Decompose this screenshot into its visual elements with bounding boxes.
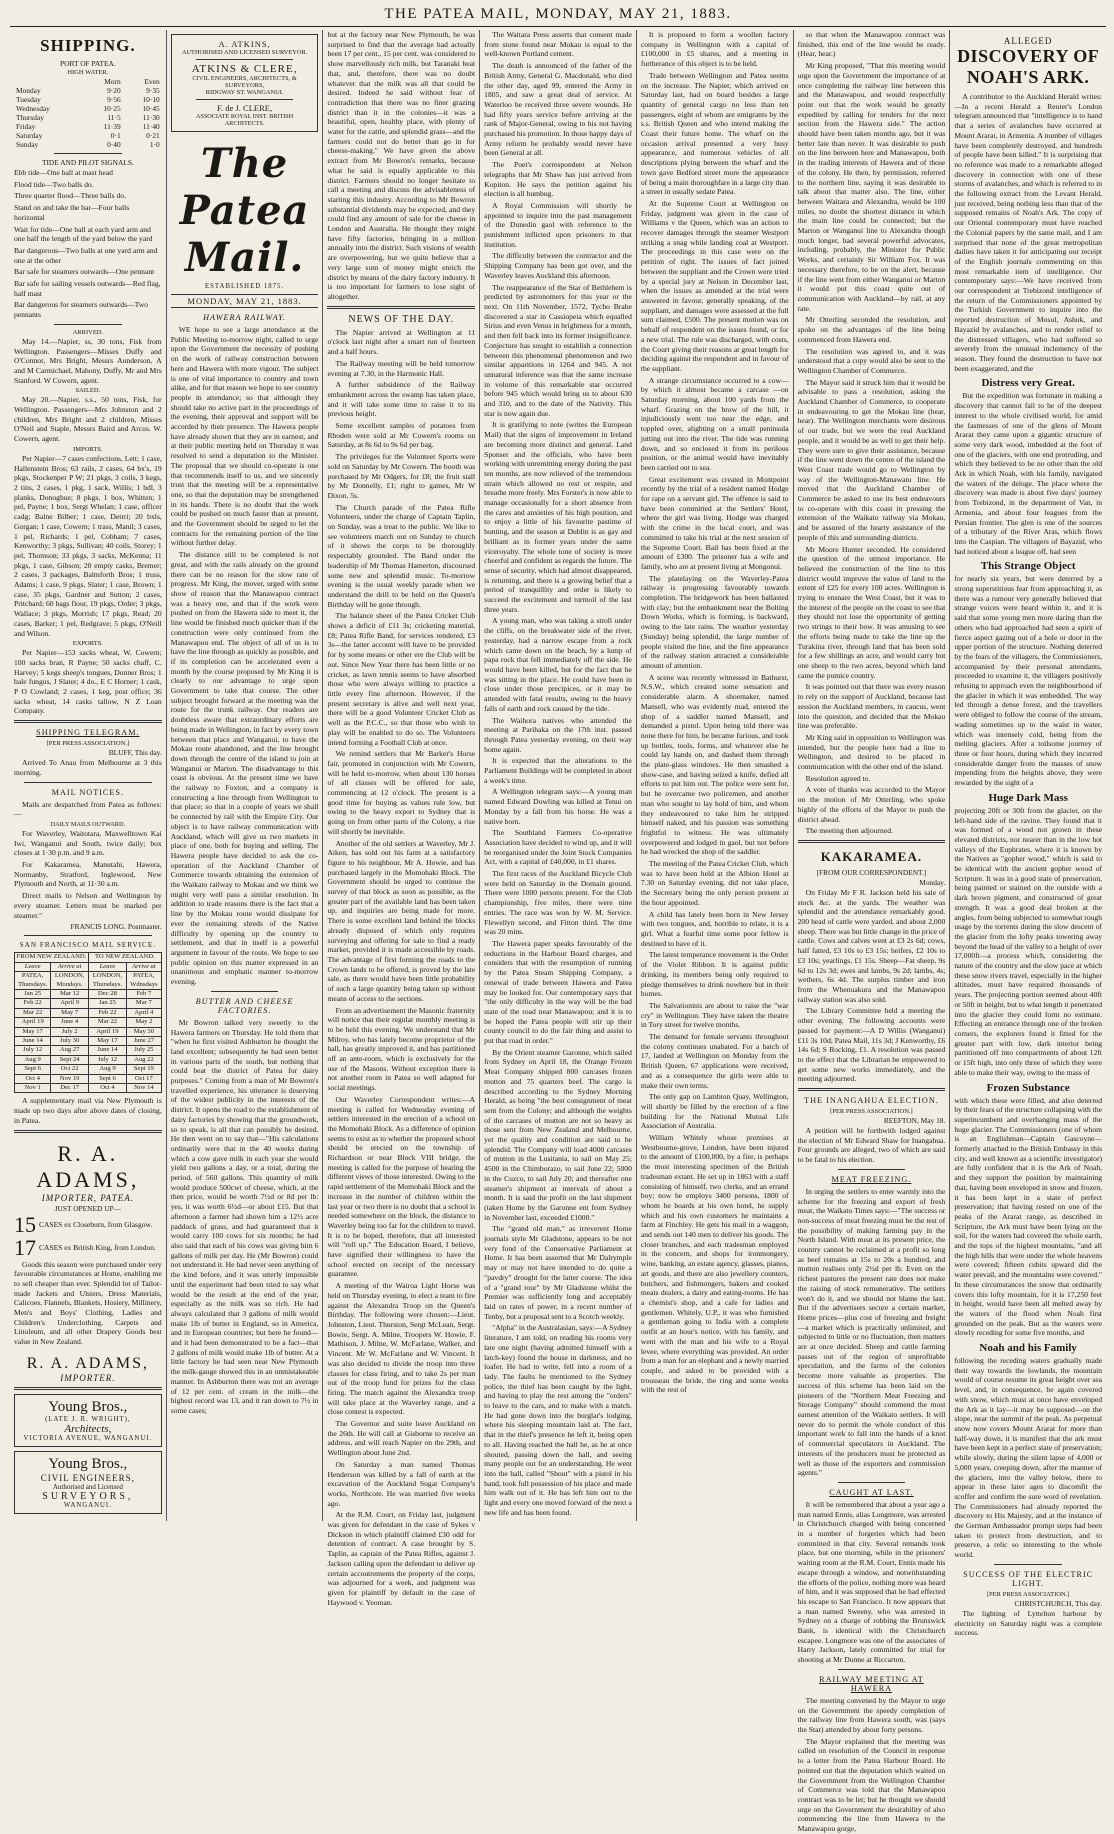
article-paragraph: A child has lately been born in New Jersey with two tongues, and, horrible to relate, it is a girl. What a fearful time some poor fellow is destined to have of it. — [640, 909, 789, 948]
signal-item: Bar dangerous for steamers outwards—Two pennants — [14, 300, 149, 320]
tide-row: Friday 11·39 11·40 — [16, 122, 160, 131]
imports-text: Per Napier—7 cases confections, Lett; 1 case, Hallenstein Bros; 63 rails, 2 cases, 64 bx's, 19 pkgs, Stockenper P W; 21 pkgs, 3 coils, 3 kegs, 2 tins, 2 cases, 1 pkg, 1 sack, Willis; 1 bdl, 3 planks, Donoghue; 8 pkgs, 1 box, Whitten; 1 pel, Payne; 1 box, Sergt Whelan; 1 case, officer cadg; Balne Bilber; 1 case, Detrri; 20 bxls, Gorgan; 1 case, Cowern; 1 trass, Manil; 3 cases, 1 pel, Richards; 1 pel, Cobham; 7 cases, Kenworthy; 3 pkgs, Sullivan; 40 coils, Storey; 1 pel, Thomson; 33 pkgs, 3 sacks, McKenna; 11 pkgs, 1 case, Gibson; 20 empty casks, Bremer; 2 cases, 3 packages, Balmforth Bros; 1 truss, Adams; 1 case, 9 pkgs, Slater; 1 case, Brown; 1 case, 35 pkgs, Gardner and Sutton; 2 cases, Pritchard; 60 bags flour, 19 pkgs, Order; 3 pkgs, Wallace; 3 pkgs, Morrish; 17 pkgs, Read; 20 cases, Barker; 1 pel, Redgrave; 5 pkgs, O'Neill and Wilson. — [14, 453, 162, 638]
column-3 — [322, 30, 479, 1607]
caught-at-last-text: It will be remembered that about a year ago a man named Ennis, alias Longmore, was arrested in Christchurch charged with being concerned in a number of forgeries which had been committed in that city. Several remands took place, but one morning, while in the prisoners' waiting room at the R.M. Court, Ennis made his escape through a window, and notwithstanding the efforts of the police, nothing more was heard of him, and it was supposed that he had effected his escape to San Francisco. It now appears that a man named Sweeny, who was arrested in Sydney on a charge of robbing the Brunswick Bank, is identical with the Christchurch escapee. Longmore was one of the associates of Harry Jackson, lately committed for trial for shooting at Mr Dunne at Riccarton. — [797, 1499, 946, 1665]
article-paragraph: The Church parade of the Patea Rifle Volunteers, under the charge of Captain Taplin, on Sunday, was a treat to the public. We like to see volunteers march out on Sunday to church of it shows the corps to be thoroughly respectably grounded. The Band under the leadership of Mr Thomas Hamerton, discoursed some new and splendid music. To-morrow evening is the usual weekly parade when we understand the drill to be held on the Queen's Birthday will be gone through. — [327, 502, 476, 609]
sf-mail-row: May 17 July 2 April 19 May 30 — [15, 1027, 162, 1036]
tide-row: Thursday 11·5 11·30 — [16, 113, 160, 122]
divider — [798, 840, 946, 843]
column-6 — [793, 30, 950, 1834]
article-paragraph: The Governor and suite leave Auckland on the 26th. He will call at Gisborne to receive an address, and will reach Napier on the 29th, and Wellington about June 2nd. — [327, 1419, 476, 1458]
signal-list — [14, 168, 162, 320]
article-paragraph: A scene was recently witnessed in Bathurst, N.S.W., which created some sensation and considerable alarm. A shoemaker, named Mansell, who was evidently mad, entered the shop of a saddler named Mansell, and demanded a pistol. Upon being told there was none there for him, he became furious, and took up bottles, tools, forms, and whatever else he could lay hands on, and dashed them through the plate-glass windows. He then smashed a show-case, and having seized a knife, defied all efforts to put him out. The police were sent for, but he overcame two policemen, and another man who sought to lay hold of him, and whom they endeavoured to take him he stripped himself naked, and his passion was something frightful to witness. He was ultimately overpowered and lodged in gaol, but not before he had wrecked the shop of the saddler. — [640, 672, 789, 857]
article-paragraph: The distance still to be completed is not great, and with the rails already on the ground there can be no reason for the slow rate of progress. Mr King, the mover, urged with some show of reason that the Manawapou contract was a heavy one, and that if the work were pushed on from the Hawera side to meet it, the line would be finished much quicker than if the construction were only continued from the Manawapou end. The object of all of us is to have the line through as quickly as possible, and if its completion can be accelerated even a month by the course proposed by Mr King it is clearly to our advantage to urge upon Government to take that course. The other subject brought forward at the meeting was the route for the trunk railway. Our readers are doubtless aware that extraordinary efforts are being made in Wellington, in fact by every town between that place and Wanganui, to have the Mokau route abandoned, and the line brought down through the centre of the island to join at Wanganui or Marton. The disadvantage to this coast is obvious. At the present time we have the railway to Foxton, and a company is constructing a line through from Wellington to that place; so that in a couple of years we shall be connected by rail with the Empire City. Our object is to have railway communication with Auckland, which will give us two markets in place of one, both for buying and selling. The Hawera people have decided to ask the co-operation of the Auckland Chamber of Commerce towards obtaining the extension of the Waikato railway to Mokau and we think we might very well pass a similar resolution. In addition to trade reasons there is the fact that a line by the Mokau route would dissipate for ever the remaining shreds of the Native difficulty by opening up the country to settlement, and that in itself is a powerful argument in favour of the route. We hope to see public opinion on this matter expressed in an unanimous and emphatic manner to-morrow evening. — [170, 550, 319, 987]
mail-text: Mails are despatched from Patea as follows:— — [14, 799, 162, 819]
signal-item: Wait for tide—One ball at each yard arm and one half the length of the yard below the yard — [14, 224, 153, 244]
article-paragraph: The resolution was agreed to, and it was understood that a copy would also be sent to the Wellington Chamber of Commerce. — [797, 346, 946, 375]
article-paragraph: Mr Otterling seconded the resolution, and spoke on the advantages of the line being commenced from Hawera end. — [797, 315, 946, 344]
divider — [798, 1088, 946, 1091]
signal-item: Bar dangerous—Two balls at one yard arm and one at the other — [14, 245, 158, 265]
article-paragraph: Resolution agreed to. — [805, 773, 871, 783]
article-paragraph: The only gap on Lambton Quay, Wellington, will shortly be filled by the erection of a fine building for the National Mutual Life Association of Australia. — [640, 1092, 789, 1131]
article-paragraph: The "grand old man," as irreverent Home journals style Mr Gladstone, appears to be not very fond of the Conservative Parliament at Home. It has been asserted that Mr Dalrymple may or may not have intended to do quite a "pavdry" drought for the latter course. The idea of a "grand tour" by Mr Gladstone whilst the Premier was sufficiently long and acceptably laid on rates of power, in a recent number of Tenby, but a proposal sent to a Scotch weekly. — [484, 1224, 632, 1321]
article-paragraph: following the receding waters gradually made their way towards the lowlands, the mountain would of course resume its great height over sea level, and, in consequence, be again covered with snow, which must at once have enveloped the Ark as it lay—it may be supposed—on the slope, near the summit of the peak. As perpetual snow now covers Mount Ararat for more than half-way down, it is manifest that the ark must have been kept in a perfect state of preservation; while slowly, during the silent lapse of 4,000 or 5,000 years, creeping down, after the manner of the glaciers, into the valley below, there to appear in these later ages to discomfit the scoffer and confirm the sure word of revelation. The Commissioners had already reported the discovery to His Majesty, and at the instance of the German Ambassador prompt steps had been taken to protect from destruction, and to preserve, a relic so interesting to the whole world. — [954, 1356, 1103, 1560]
divider — [838, 1169, 906, 1170]
inangahua-text: A petition will be forthwith lodged against the election of Mr Edward Shaw for Inangahua. Four grounds are alleged, two of which are said to be fatal to his election. — [797, 1126, 946, 1165]
noahs-ark-heading: DISCOVERY OF NOAH'S ARK. — [957, 46, 1100, 87]
adams-importer: IMPORTER, PATEA. — [41, 1192, 134, 1203]
tide-row: Sunday 0·40 1·0 — [16, 140, 160, 149]
subheading: Huge Dark Mass — [988, 791, 1068, 804]
butter-cheese-article — [171, 1018, 319, 1416]
article-paragraph: The Library Committee held a meeting the other evening. The following accounts were passed for payment:—A D Willis (Wanganui) £11 3s 10d; Patea Mail, 11s 3d; J Kenworthy, £6 14s 6d; S Rocking, £1. A resolution was passed to the effect that the Librarian be empowered to get some new works immediately, and the meeting adjourned. — [797, 1006, 946, 1084]
sailed-text: May 20.—Napier, s.s., 50 tons, Fisk, for Wellington. Passengers—Mrs Johnston and 2 children, Mrs Bright and 2 children, Misses O'Neil and Staple, Messrs Baird and Arcus. W. Cowern, agent. — [14, 395, 162, 444]
railway-meeting-continued — [798, 30, 946, 836]
article-paragraph: The difficulty between the contractor and the Shipping Company has been got over, and the Waverley leaves Auckland this afternoon. — [484, 251, 632, 280]
sf-mail-row: Aug 9 Sept 24 July 12 Aug 22 — [15, 1055, 162, 1064]
news-items-continued — [641, 30, 789, 1395]
tide-row: Saturday 0·1 0·21 — [16, 131, 160, 140]
article-paragraph: A meeting of the Wairoa Light Horse was held on Thursday evening, to elect a team to fire against the Alexandra Troop on the Queen's Birthday. The following were chosen:—Lieut. Johnston, Lieut. Thurston, Sergt McLean, Sergt. Bowie, Sergt. A. Milne, Troopers W. Howie, F. Mathison, J. Milne, W. McFarlane, Walker, and Vincent. Mr W. McFarlane and W. Vincent. It was also decided to divide the troop into three classes for class firing, and to take 2s per man out of the troop fund for prizes for the class firing. The match against the Alexandra troop will take place at the Waverley range, and a close contest is expected. — [327, 1281, 476, 1417]
established: ESTABLISHED 1875. — [205, 283, 285, 290]
article-paragraph: But the expedition was fortunate in making a discovery that cannot fail to be of the deepest interest to the whole civilised world, for amid the fastnesses of one of the glens of Mount Ararat they came upon a gigantic structure of some very dark wood, imbedded at the foot of one of the glaciers, with one end protruding, and which they believed to be no other than the old Ark in which Noah, with his family, navigated the waters of the deluge. The place where the discovery was made is about five days' journey from Trebizond, in the department of Van, in Armenia, and about four leagues from the Persian frontier. The glen is one of the sources of a tributary of the River Aras, which flows into the Caspian. The villagers of Bayazid, who had noticed about a league off, had seen — [954, 391, 1103, 556]
signal-item: Stand on and take the bar—Four balls horizontal — [14, 203, 130, 222]
article-paragraph: On Saturday a man named Thomas Henderson was killed by a fall of earth at the excavation of the Auckland Sugar Company's works, Northcote. He was married five weeks ago. — [327, 1459, 476, 1508]
adams-importer-2: IMPORTER. — [60, 1372, 116, 1383]
article-paragraph: A Royal Commission will shortly be appointed to inquire into the past management of the Dunedin gaol with reference to the punishment inflicted upon prisoners in that institution. — [484, 200, 632, 249]
arrived-heading: ARRIVED. — [72, 328, 104, 336]
divider — [14, 1387, 162, 1390]
divider — [54, 324, 122, 325]
article-paragraph: The Waihora natives who attended the meeting at Parihaka on the 17th inst. passed through Patea yesterday evening, on their way home again. — [484, 715, 632, 754]
bluff-text: Arrived To Anau from Melbourne at 3 this morning. — [14, 758, 162, 777]
sf-mail-row: Mar 22 May 7 Feb 22 April 4 — [15, 1008, 162, 1017]
inangahua-source: [PER PRESS ASSOCIATION.] — [830, 1108, 913, 1116]
mail-notices-heading: MAIL NOTICES. — [51, 787, 124, 797]
article-paragraph: A further subsidence of the Railway embankment across the swamp has taken place, and it will take some time to raise it to its previous height. — [327, 380, 476, 419]
adams-name-2: R. A. ADAMS, — [26, 1354, 149, 1372]
bluff-dateline: BLUFF, This day. — [108, 748, 162, 758]
news-items — [484, 30, 632, 1517]
article-paragraph: The death is announced of the father of the British Army, General G. Macdonald, who died the other day, aged 99, entered the Army in 1805, and saw a great deal of service. At Waterloo he received three severe wounds. He had fifty years service before arriving at the rank of Major-General, owing to his not having purchased his promotion. In those happy days of Army reform he probably would never have been General at all. — [484, 61, 632, 158]
divider — [994, 1564, 1062, 1565]
subheading: Noah and his Family — [979, 1342, 1077, 1355]
article-paragraph: so that when the Manawapou contract was finished, this end of the line would be ready. (Hear, hear.) — [797, 30, 946, 59]
signal-item: Bar safe for steamers outwards—One pennant — [14, 267, 155, 277]
article-paragraph: From an advertisement the Masonic fraternity will notice that their regular monthly meeting is to be held this evening. We understand that Mr Milroy, who has lately become proprietor of the hall, has greatly improved it, and has partitioned off an ante-room, which is exclusively for the use of the Masons. Without exception there is not another room in Patea so well adapted for social meetings. — [327, 1005, 476, 1093]
sf-mail-table: FROM NEW ZEALAND. TO NEW ZEALAND. Leave Arrive at Leave Arrive at PATEA, Thursdays. LONDON, Mondays. LONDON, Thursdays. PATEA, Wdnsdays Jan 25 Mar 12 Dec 28 Feb 7 Feb 22 April 9 Jan 25 Mar 7 Mar 22 May 7 Feb 22 April 4 April 19 June 4 Mar 22 May 2 May 17 July 2 April 19 May 30 June 14 July 30 May 17 June 27 July 12 Aug 27 June 14 July 25 Aug 9 Sept 24 July 12 Aug 22 Sept 6 Oct 22 Aug 9 Sept 19 Oct 4 Nov 19 Sept 6 Oct 17 Nov 1 Dec 17 Oct 4 Nov 14 — [14, 952, 162, 1093]
article-paragraph: The balance sheet of the Patea Cricket Club shows a deficit of £11 3s; cricketing material, £8; Patea Rifle Band, for services rendered, £3 3s—the latter account will have to be provided for by some means or other ere the Club will be out. Since New Year there has been little or no cricket, as lawn tennis seems to have absorbed those who were always willing to practice a little every fine afternoon. However, if the present secretary is alive and well next year, there will be a good Volunteer Cricket Club as well as the P.C.C., so that those who wish to play will be enabled to do so. The Volunteers intend forming a Football Club at once. — [327, 611, 476, 747]
article-paragraph: It was pointed out that there was every reason to rely on the support of Auckland, because last session the Auckland members, in caucus, went into the question, and decided that the Mokau line was preferable. — [797, 682, 946, 731]
mail-text: For Kakaramea, Manutahi, Hawera, Normanby, Stratford, Inglewood, New Plymouth and North, at 11·30 a.m. — [14, 860, 162, 889]
article-paragraph: "Alpha" in the Australasian, says:—A Sydney literature, I am told, on reading his rooms very late one night (having admitted himself with a latch-key) found the house in darkness, and no loafer. He had to write, fell into a room of a lady. The faults he mentioned to the Sydney police, the thief has been caught by the light, and having to play the rest among the "orders" to leave to the cars, and to make with a match. He had gone down into the burglar's lodging, where his sleeping mountain laid at. The fact, that in the thief's presence he left it, being open to all. Having reached the hall he, as he at once shouted, passing down the hall, and seeing many people out for an understanding. He went into the hall, called "Shout" with a pistol in his hand, took full possession of his place and made him walk out of it. He has left him out to the light and every one moved forward of the next a new life and has been found. — [484, 1323, 632, 1517]
article-paragraph: It is expected that the alterations to the Parliament Buildings will be completed in about a week's time. — [484, 756, 632, 785]
article-paragraph: The Poet's correspondent at Nelson telegraphs that Mr Shaw has just arrived from Kopiton. He says the petition against his election is all humbug. — [484, 160, 632, 199]
article-paragraph: The demand for female servants throughout the colony continues unabated. For a batch of 17, landed at Wellington on Monday from the British Queen, 67 applications were received, and as a consequence the girls were able to make their own terms. — [640, 1032, 789, 1090]
inangahua-dateline: REEFTON, May 18. — [883, 1116, 946, 1126]
port-heading: PORT OF PATEA. — [60, 59, 116, 68]
arrived-text: May 14.—Napier, ss, 30 tons, Fisk from Wellington. Passengers—Misses Duffy and O'Connor, Mrs Bright, Messrs Aunderson, A and M Carmichael, Mahony, Duffy, Mr and Mrs Stanford. W Cowern, agent. — [14, 336, 162, 385]
divider — [211, 991, 279, 992]
article-paragraph: Another of the old settlers at Waverley, Mr J. Aiken, has sold out his farm at a satisfactory figure to his neighbour, Mr A. Howie, and has purchased largely in the Momohaki Block. The Government should be urged to continue the survey of that block as soon as possible, as the greater part of the available land has been taken up, and inquiries are being made for more. There is some excellent land behind the blocks already disposed of which only requires surveying and offering for sale to find a ready market, provided it is made accessible by roads. The advantage of first forming the roads to the Crown lands to be offered, is proved by the late sale, as there would have been little probability of such a large quantity being taken up without means of access to the sections. — [327, 838, 476, 1003]
high-water-heading: HIGH WATER. — [67, 69, 109, 76]
sf-note: A supplementary mail via New Plymouth is made up two days after above dates of closing, in Patea. — [14, 1096, 162, 1125]
article-paragraph: projecting 20ft or 30ft from the glacier, on the left-hand side of the ravine. They found that it was formed of a wood not grown in these elevated districts, nor nearer than in the low hot valleys of the Euphrates, where it is known by the Natives as "gopher wood," which is said to be identical with the ancient gopher wood of Scripture. It was in a good state of preservation, being painted or stained on the outside with a dark brown pigment, and constructed of great strength. It was a good deal broken at the angles, from being subjected to somewhat rough usage by the torrents during the slow descent of the glacier from the lofty peaks towering away beyond the head of the valley to a height of over 17,000ft—a process which, considering the nature of the country and the slow pace at which these snow rivers travel, especially in the higher altitudes, must have required thousands of years. The projecting portion seemed about 40ft or 50ft in height, but to what length it penetrated into the glacier they could form no estimate. Effecting an entrance through one of the broken corners, the explorers found it fitted for the greater part with low, dark interior being partitioned off into compartments of about 12ft or 15ft high, into only three of which they were able to make their way, owing to the mass of — [954, 805, 1103, 1077]
article-paragraph: Great excitement was created in Montpoint recently by the trial of a resident named Hodge for rape on a servant girl. The offence is said to have been committed at the Settlers' Hotel, where the girl was living. Hodge was charged with the crime in the local court, and was committed to take his trial at the next session of the Supreme Court. Bail has been fixed at the amount of £300. The prisoner has a wife and family, who are at present living at Mongonui. — [640, 474, 789, 571]
electric-light-dateline: CHRISTCHURCH, This day. — [1014, 1598, 1103, 1608]
subheading: Frozen Substance — [986, 1081, 1070, 1094]
young-bros-engineers-ad: Young Bros., CIVIL ENGINEERS, Authorised and Licensed SURVEYORS, WANGANUI. — [14, 1451, 162, 1514]
article-paragraph: The reappearance of the Star of Bethlehem is predicted by astronomers for this year or the next. On 11th November, 1572, Tycho Brahe discovered a star in Cassiopeia which equalled Sirius and even Venus in brightness for a month, and then fell back into its former insignificance. Conjecture has sought to establish a connection between this phenomenal phenomenon and two similar apparitions in 1264 and 945. A not unnatural inference was that the same increase in volume of this remarkable star occurred before 945 which would bring us to about 630 and 310, and to the date of the Nativity. This star is now again due. — [484, 282, 632, 418]
sf-mail-row: July 12 Aug 27 June 14 July 25 — [15, 1046, 162, 1055]
signal-item: Bar safe for sailing vessels outwards—Red flag, half mast — [14, 279, 161, 298]
article-paragraph: for nearly six years, but were deterred by a strong superstitious fear from approaching it, as there was a rumour very generally believed that strange voices were heard within it, and it is said that some young men more daring than the others who had approached had seen a spirit of fierce aspect gazing out of a hole or door in the upper portion of the structure. Nothing deterred by the fears of the villagers, the Commissioners, accompanied by their personal attendants, proceeded to examine it, the villagers positively refusing to approach even the neighbourhood of the glacier in which it was embedded. The way led through a dense forest, and the travellers were obliged to follow the course of the stream, wading sometimes up to the waist in water, which was intensely cold, being from the melting glaciers. After a toilsome journey of three or four hours, during which they incurred considerable danger from the masses of snow impending from the heights above, they were rewarded by the sight of a — [954, 574, 1103, 788]
article-paragraph: The Southland Farmers Co-operative Association have decided to wind up, and it will be reorganised under the Joint Stock Companies Act, with a capital of £40,000, in £1 shares. — [484, 828, 632, 867]
column-2 — [166, 30, 323, 1521]
kakaramea-source: [FROM OUR CORRESPONDENT.] — [816, 867, 927, 877]
signals-heading: TIDE AND PILOT SIGNALS. — [41, 158, 134, 167]
article-paragraph: A young man, who was taking a stroll under the cliffs, on the breakwater side of the river, yesterday, had a narrow escape from a rock which came down on the beach, by a lump of papa rock that fell immediately off the side. He would have been killed, but for the fact that he was sitting in the place. He could have been in close under those precipices, or it may be attended with fatal results, owing to the heavy falls of earth and rock caused by the tide. — [484, 616, 632, 713]
sf-mail-row: Nov 1 Dec 17 Oct 4 Nov 14 — [15, 1083, 162, 1092]
cases-line: 15 CASES ex Closeburn, from Glasgow. — [14, 1211, 153, 1237]
adams-text: Goods this season were purchased under very favourable circumstances at Home, enabling me to sell cheaper than ever. Splendid lot of Tailor-made Jackets and Ulsters, Dress Materials, Calicoes, Flannels, Blankets, Hosiery, Millinery, Men's and Boys' Clothing, Ladies and Children's Underclothing, Carpets and Linoleum, and all other Drapery Goods best value in New Zealand. — [14, 1259, 162, 1347]
article-paragraph: Trade between Wellington and Patea seems on the increase. The Napier, which arrived on Saturday last, had on board besides a large quantity of general cargo no less than ten passengers, eight of whom are emigrants by the s.s. British Queen and who intend making the Coast their future home. The wharf on the occasion arrival presented a very busy appearance, and numerous vehicles of all descriptions plying between the wharf and the town gave Bedford street more the appearance of being a main thoroughfare in a large city than a street in usually sedate Patea. — [640, 70, 789, 197]
just-opened: JUST OPENED UP— — [54, 1203, 122, 1213]
noahs-ark-article — [954, 92, 1102, 373]
column-1 — [10, 30, 166, 1521]
article-paragraph: A Wellington telegram says:—A young man named Edward Dowling was killed at Tenui on Monday by a fall from his horse. He was a native born. — [484, 787, 632, 826]
divider — [327, 306, 475, 309]
alleged-label: ALLEGED — [1003, 36, 1053, 46]
article-paragraph: The first races of the Auckland Bicycle Club were held on Saturday in the Domain ground. There were 1000 persons present. For the Club championship, five miles, there were nine entries. The race was won by W. M. Service. Flewellyn second, and Fitton third. The time was 20 mins. — [484, 869, 632, 937]
article-paragraph: At the R.M. Court, on Friday last, judgment was given for defendant in the case of Sykes v Dickson in which plaintiff claimed £30 odd for detention of contract. A case brought by S. Taplin, as captain of the Patea Rifles, against J. Jackson calling upon the defendant to deliver up certain accoutrements the property of the corps, was adjourned for a week, and judgment was given for plaintiff by default in the case of Haywood v. Yeoman. — [327, 1510, 476, 1607]
article-paragraph: A strange circumstance occurred to a cow—by which it almost became a carcase —on Saturday morning, about 100 yards from the wharf. Grazing on the brow of the hill, it injudiciously went too near the edge, and toppled over, alighting on a small peninsula jutting out into the river. The tide was running down, and so enclosed it from its perilous position, or the animal would have inevitably been carried out to sea. — [640, 375, 789, 472]
sf-mail-row: April 19 June 4 Mar 22 May 2 — [15, 1018, 162, 1027]
hawera-railway-heading: HAWERA RAILWAY. — [203, 313, 287, 322]
shipping-heading: SHIPPING. — [40, 36, 136, 55]
article-paragraph: The platelaying on the Waverley-Patea railway is progressing favourably towards completion. The bridgework has been ballasted with clay; but the embankment near the Bolting Down Works, which is forming, is backward, owing to the late rains. The weather yesterday (Sunday) being splendid, the large number of people visited the line, and the fine appearance of the railway station attracted a considerable amount of attention. — [640, 573, 789, 670]
article-paragraph: William Whitely whose premises at Westbourne-grove, London, have been injured to the amount of £100,000, by a fire, is perhaps the most interesting specimen of the British tradesman extant. He set up in 1863 with a staff consisting of himself, two clerks, and an errand boy; now he employs 3400 persons, 1800 of whom he boards at his own hotel, he supply which and his own customers he maintains a farm at Finchley. He gets his mail in a waggon, and sends out 140 men to deliver his goods. The closer branches, and each tradesman employed in the concern, and shops for ironmongery, wine, banking, an estate agency, glasses, pianos, art goods, and there are also jewellery counters, butchers, and fishmongers, bakers and cooked meats dealers, a dairy and eating-rooms. He has a chemist's shop, and a cafe for ladies and gentlemen. Whitely, U.P., it was who furnished a gentleman going to India with a complete outfit at an hour's notice, with his family, and went with the man and his wife to a Royal levee, where everything was provided. An order from a man for an elephant and a newly married couple, and asked to be provided with a trousseau the bride, the ring and some weeks with the rest of — [640, 1133, 789, 1395]
article-paragraph: Mr King said in opposition to Wellington was intended, but the people here had a line to Wellington, and desired to be placed in communication with the other end of the island. — [797, 732, 946, 772]
sf-mail-rows — [15, 989, 162, 1092]
tide-row: Tuesday 9·56 10·10 — [16, 95, 160, 104]
column-7 — [949, 30, 1106, 1638]
sf-mail-row: June 14 July 30 May 17 June 27 — [15, 1036, 162, 1045]
signal-item: Ebb tide—One ball at mast head — [14, 168, 113, 177]
butter-cheese-heading: BUTTER AND CHEESE FACTORIES. — [195, 996, 294, 1015]
article-paragraph: A vote of thanks was accorded to the Mayor on the motion of Mr Otterling, who spoke highly of the efforts of the Mayor to push the district ahead. — [797, 785, 946, 824]
inangahua-heading: THE INANGAHUA ELECTION. — [804, 1096, 939, 1106]
news-of-the-day-heading: NEWS OF THE DAY. — [348, 313, 455, 325]
sf-mail-row: Jan 25 Mar 12 Dec 28 Feb 7 — [15, 989, 162, 998]
divider — [838, 1669, 906, 1670]
article-paragraph: Some excellent samples of potatoes from Rhoden were sold at Mr Cowern's rooms on Saturday, at 8s 6d to 9s 6d per bag. — [327, 421, 476, 450]
article-paragraph: The Waitara Press asserts that consent made from stone found near Mokau is equal to the well-known Portland cement. — [484, 30, 632, 59]
electric-light-text: The lighting of Lyttelton harbour by electricity on Saturday night was a complete success. — [954, 1608, 1103, 1638]
tide-row: Monday 9·20 9·35 — [16, 86, 160, 95]
issue-date: MONDAY, MAY 21, 1883. — [171, 294, 319, 308]
sf-mail-row: Sept 6 Oct 22 Aug 9 Sept 19 — [15, 1065, 162, 1074]
article-paragraph: It is gratifying to note (writes the European Mail) that the signs of improvement in Ireland are becoming more distinct and general. Land Sponser and the officials, who have been working with unremitting energy during the past ten months, are now relieved of the tremendous strain which allowed no rest or respite, and breathe more freely. Mrs Forster's is now able to manage occasionally for a short absence from the cares and anxieties of his high position, and to enjoy a little of his favourite pastime of hunting, and the season at Dublin is as gay and brilliant as in former years under the same viceroyalty. The whole tone of society is more cheerful and confident as regards the future. The sense of security, which had almost disappeared, is returning, and there is a growing belief that a period of tranquillity and order is likely to succeed the excitement and turmoil of the last three years. — [484, 420, 632, 614]
electric-light-source: [PER PRESS ASSOCIATION.] — [986, 1590, 1070, 1598]
tide-table-header: Morn Even — [104, 77, 160, 86]
article-paragraph: but at the factory near New Plymouth, he was surprised to find that the average had actually been 17 per cent., 15 per cent. was considered to show marvellously rich milk, but Taranaki beat that, and, therefore, there was no doubt whatever that the milk was all that could be desired. Indeed he said without fear of contradiction that there was no finer grazing district than it in the colonies—it was a beautiful, open, healthy place, with plenty of water for the cattle, and splendid grass—and the farmers could not do better than go in for cheese-making." We have given the above extract from Mr Bowron's remarks, because what he said is equally applicable to this district. Farmers should no longer hesitate to call a meeting and discuss the advisableness of starting this industry. According to Mr Bowron substantial dividends may be expected, and they could find any amount of sale for the cheese in London and Australia. He thought they might have fifty factories, bringing in a million annually into the district. Such visions of wealth are overpowering, but we quite believe that a very large sum of money might enrich the district by means of the dairy factory industry. It is too important for farmers to lose sight of altogether. — [327, 30, 476, 301]
sf-mail-heading: SAN FRANCISCO MAIL SERVICE. — [19, 941, 157, 950]
divider — [14, 1130, 162, 1133]
article-paragraph: Mr Bowron talked very sweetly to the Hawera farmers on Thursday. He told them that "when he first visited Ashburton he thought the land excellent; subsequently he had seen better in various parts of the south, but nothing that could beat the district of Patea for dairy purposes." Coming from a man of Mr Bowron's travelled experience, his utterance is deserving of the widest publicity in the interests of the district. It opens the road to the establishment of dairy factories by showing that the groundwork, so to speak, is all that can possibly be desired. He then went on to say that—"His calculations ordinarily were that in the 40 weeks during which a cow gave milk in each year she would yield two gallons a day, or a total, during the period, of 560 gallons. This quantity of milk would produce 500cwt of cheese, which, at the then price, would be worth 7½d or 8d per lb: yes, it was worth 6½d—or about £15. But that afternoon a farmer had shown him a 12½ acre paddock of grass, and had guaranteed that it would carry 100 cows for six months; he had also said that each of his cows was giving him 6 gallons of milk per day. He (Mr Bowron) could not understand it. He had never seen anything of the kind before, and it was utterly impossible until the experiment had been tried to say what would be the result at the end of the year, especially as the milk was so rich. He had always calculated that 3 gallons of milk would make 1lb of butter in England, so in America, and in European countries; but here he found—and it had been demonstrated to be a fact—that 2 gallons of milk would make 1lb of butter. At a little factory he had seen near New Plymouth the milk-gauge showed this in an unmistakeable manner. In Ashburton there was not an average of 12 per cent. of cream in the milk—the highest record was 13, and it ran down to 7½ in some cases; — [170, 1017, 319, 1415]
meat-freezing-heading: MEAT FREEZING. — [831, 1174, 912, 1184]
atkins-clere-ad: A. ATKINS, AUTHORISED AND LICENSED SURVEYOR. ATKINS & CLERE, CIVIL ENGINEERS, ARCHITECTS, & SURVEYORS, RIDGWAY ST. WANGANUI. F. de J. CLERE, ASSOCIATE ROYAL INST. BRITISH ARCHITECTS. — [171, 34, 319, 132]
divider — [838, 1482, 906, 1483]
postmaster: FRANCIS LONG. Postmaster. — [70, 922, 162, 932]
article-paragraph: The Napier arrived at Wellington at 11 o'clock last night after a smart run of fourteen and a half hours. — [327, 327, 476, 357]
exports-heading: EXPORTS. — [72, 640, 103, 648]
column-5 — [636, 30, 793, 1521]
meat-freezing-text: In urging the settlers to enter warmly into the scheme for the freezing and export of fresh meat, the Waikato Times says:—"The success or non-success of meat freezing must be the test of the possibility of making farming pay in the North Island. With meat at its present price, the country cannot be reclaimed at a profit so long as beef remains at 15s to 20s a hundred, and mutton realises only 2½d per lb. Even on the richest pastures the present rate does not make the raising of stock remunerative. The settlers won't do it, and we should not blame the last. But if the advertisers secure a certain market, Home prices—plus cost of freezing and freight—a market which is practically unlimited, and subjected to little or no fluctuation, then matters are at once decided. Sheep and cattle farming passes out of the region of unprofitable speculation, and the farms of the colonies become more valuable as properties. The success of this scheme has been laid on the pioneers of the "Northern Meat Freezing and Storage Company" should commend the most earnest attention of the Waikato settlers. It will never do to permit the whole conduct of this important work to fall into the hands of a knot of commercial speculators in Auckland. The interests of the producers must be protected as well as those of the exporters and commission agents." — [797, 1186, 946, 1478]
railway-meeting-article — [798, 1696, 946, 1834]
divider — [14, 720, 162, 723]
caught-at-last-heading: CAUGHT AT LAST. — [829, 1487, 914, 1497]
divider — [54, 153, 122, 154]
kakaramea-heading: KAKARAMEA. — [820, 848, 923, 864]
imports-heading: IMPORTS. — [73, 445, 103, 453]
signal-item: Flood tide—Two balls do. — [14, 179, 94, 189]
mail-text: For Waverley, Waitotara, Maxwelltown Kai Iwi, Wanganui and South, twice daily; box closes at 1·30 p.m. and 9 a.m. — [14, 828, 162, 858]
cases-line: 17 CASES ex British King, from London. — [14, 1234, 156, 1260]
sailed-heading: SAILED. — [75, 387, 101, 395]
article-paragraph: The Hawera paper speaks favourably of the reductions in the Harbour Board charges, and considers that with the resumption of running by the Patea Steam Shipping Company, a renewal of trade between Hawera and Patea may be looked for. Our contemporary says that "the only difficulty in the way will be the bad state of the road near Manawapou; and it is to be hoped the Patea people will stir up their county council to do the fair thing and assist to put that road in order." — [484, 938, 632, 1046]
mail-text: Direct mails to Nelson and Wellington by every steamer. Letters must be marked per steamer." — [14, 891, 162, 920]
electric-light-heading: SUCCESS OF THE ELECTRIC LIGHT. — [963, 1569, 1094, 1588]
kakaramea-article — [798, 888, 946, 1084]
article-paragraph: At the Supreme Court at Wellington on Friday, judgment was given in the case of Williams v the Queen, which was an action to recover damages through the steamer Westport striking a snag while landing coal at Westport. The proceedings in this case were on the petition of right. The issues of fact joined between the suppliant and the Crown were tried by a special jury at Nelson in December last, when the issues as amended at the trial were answered in favour, generally speaking, of the suppliant, and damages were assessed at the full sum claimed, £500. The present motion was on behalf of respondent on the issues found, or for a new trial. The rule was discharged, with costs, the Court giving their reasons at great length for deciding against the respondent and in favour of the suppliant. — [640, 198, 789, 373]
exports-text: Per Napier—153 sacks wheat, W. Cowern; 100 sacks bran, R Payne; 50 sacks chaff, C. Harvey; 5 kegs sheep's tongues, Donner Bros; 1 bale fungus, J Slater; 4 do., E C Horner; 1 cask, P O Cowland; 2 cases, 1 keg, post office; 36 sacks wheat, 14 casks tallow, N Z Loan Company. — [14, 648, 162, 716]
article-paragraph: The meeting then adjourned. — [805, 826, 893, 836]
butter-cheese-continued — [327, 30, 475, 302]
divider — [24, 782, 152, 783]
newspaper-flag: The Patea Mail. — [179, 140, 310, 281]
article-paragraph: We remind settlers that Mr Barker's Horse fair, promoted in conjunction with Mr Cowern, will be held to-morrow, when about 130 horses of all classes will be offered for sale, commencing at 12 o'clock. The present is a good time for buying as values rule low, but owing to the heavy export to Sydney that is going on from other parts of the Colony, a rise will shortly be inevitable. — [327, 749, 476, 836]
article-paragraph: The privileges for the Volunteer Sports were sold on Saturday by Mr Cowern. The booth was purchased by Mr Odgers, for £8; the fruit stall by Mr Donnelly, £1; right to games, Mr W Dixon, 5s. — [327, 452, 476, 500]
article-paragraph: The Salvationists are about to raise the "war cry" in Wellington. They have taken the theatre in Tory street for twelve months. — [640, 1000, 789, 1030]
article-paragraph: It is proposed to form a woollen factory company in Wellington with a capital of £100,000 in £5 shares, and a meeting in furtherance of this object is to be held. — [640, 30, 789, 69]
columns — [10, 30, 1106, 1834]
tide-table — [14, 77, 162, 149]
article-paragraph: The meeting of the Patea Cricket Club, which was to have been held at the Albion Hotel at 7.30 on Saturday evening, did not take place, the Secretary being the only person present at the hour appointed. — [640, 859, 789, 907]
article-paragraph: Mr King proposed, "That this meeting would urge upon the Government the importance of at once completing the railway line between this and the Manawapou, and would respectfully point out that the work would be greatly expedited by calling for tenders for the next section from the Hawera side." The action should have been taken months ago, but it was better late than never. It was desirable to push on the line between here and Manawapou, both in the trading interests of Hawera and of those of the colony. He then, by permission, referred to the northern line, saying it was desirable to talk about that matter also. The line, either between Waitara and Alexandra, would be 100 miles, no doubt the shortest distance in which the main line could be connected; but the Marton or Wanganui line to Alexandra though much longer, had several powerful advocates, including, probably, the Minister for Public Works, and certainly Sir William Fox. It was necessary therefore, to be on the alert, because if the line went from either Wanganui or Marton it would put this coast quite out of communication with Auckland—by rail, at any rate. — [797, 61, 946, 313]
article-paragraph: Mr Moore Hunter seconded. He considered the question of the utmost importance. He believed the construction of the line to this district would improve the value of land to the extent of £25 for every 100 acres. Wellington is trying to ensnare the West Coast, but it was to the interest of the people on the coast to see that they should not lose the opportunity of getting two strings to their bow. It was amusing to see the efforts being made to take the line up the Turakina river, through land that has been sold for a few shillings an acre, and would carry but one sheep to the two acres, beyond which land came the pumice country. — [797, 544, 946, 680]
subheading: Distress very Great. — [981, 377, 1075, 390]
kakaramea-dateline: Monday. — [919, 877, 946, 887]
daily-mails-heading: DAILY MAILS OUTWARD. — [50, 820, 126, 828]
young-bros-architects-ad: Young Bros., (LATE J. R. WRIGHT), Architects, VICTORIA AVENUE, WANGANUI. — [14, 1394, 162, 1447]
press-association: [PER PRESS ASSOCIATION.] — [46, 740, 130, 748]
masthead: THE PATEA MAIL, MONDAY, MAY 21, 1883. — [10, 6, 1106, 27]
column-4 — [479, 30, 636, 1521]
article-paragraph: The Railway meeting will be held tomorrow evening at 7.30, in the Harmonic Hall. — [327, 358, 476, 378]
subheading: This Strange Object — [980, 560, 1076, 573]
sf-mail-row: Feb 22 April 9 Jan 25 Mar 7 — [15, 999, 162, 1008]
article-paragraph: The latest temperance movement is the Order of the Violet Ribbon. It is against public drinking, its members being only required to pledge themselves to drink nowhere but in their homes. — [640, 950, 789, 999]
adams-name: R. A. ADAMS, — [36, 1140, 140, 1192]
article-paragraph: The meeting convened by the Mayor to urge on the Government the speedy completion of the railway line from Hawera south, was (says the Star) attended by about forty persons. — [797, 1695, 946, 1734]
article-paragraph: On Friday Mr F R. Jackson held his sale of stock &c. at the yards. The weather was splendid and the attendance remarkably good. 200 head of cattle were yarded, and about 2,000 sheep. There was but little change in the price of cattle. Cows and calves went at £3 2s 6d; cows, half fatted, £3 10s to £3 15s; heifers, £2 10s to £3 10s; yearlings, £1 15s. Sheep—Fat sheep, 9s 6d to 12s 3d; ewes and lambs, 9s 2d; lambs, 4s; wethers, 6s 4d. The surplus timber and iron from the Whenuakura and the Manawapou railway station was also sold. — [797, 887, 946, 1004]
divider — [24, 935, 152, 936]
article-paragraph: The Mayor explained that the meeting was called on resolution of the Council in response to a letter from the Patea Harbour Board. He pointed out that the deputation which waited on the Government from the Wellington Chamber of Commerce was told that the Manawapou contract was to be let; but he thought we should urge on the Government the desirability of also commencing the line from Hawera to the Manawapou gorge, — [797, 1736, 946, 1834]
article-paragraph: with which these were filled, and also deterred by their fears of the structure collapsing with the superincumbent and overhanging mass of the huge glacier. The Commissioners (one of whom is an Englishman—Captain Gascoyne—formerly attached to the British Embassy in this city, and well known as a scientific investigator) are fully confident that it is the Ark of Noah, and they support the position by maintaining that, having been enveloped in snow and frozen, it has been kept in a state of perfect preservation; that having rested on one of the peaks of the Ararat range, as described in Scripture, the Ark must have been lying on the soil, for the waters had covered the whole earth, and the tops of the highest mountains, "and all the high hills that were under the whole heavens were covered; fifteen cubits upward did the water prevail, and the mountains were covered." In these circumstances the snow that ordinarily covers this lofty mountain, for it is 17,250 feet in height, would have been all melted away by the waters of the flood when Noah first grounded on the peak. But as the waters were slowly receding for some five months, and — [954, 1095, 1103, 1338]
sf-mail-row: Oct 4 Nov 19 Sept 6 Oct 17 — [15, 1074, 162, 1083]
news-of-the-day — [327, 328, 475, 1608]
hawera-railway-article — [171, 325, 319, 987]
tide-rows — [14, 86, 162, 149]
article-paragraph: By the Orient steamer Garonne, which sailed from Sydney on April 18, the Orange Frozen Meat Company shipped 800 carcases frozen mutton and 75 quarters beef. The cargo is described according to the Sydney Morning Herald, as being "the best consignment of meat sent from the Colony; and although the weights of the carcases of mutton are not so heavy as those sent from New Zealand and Melbourne, yet the quality and condition are said to be splendid. The Company will load 4000 carcases of mutton in the Lusitania, to sail on May 25; 4500 in the Chimborazo, to sail June 22; 5000 in the Cuzco, to sail July 20; and thereafter one steamer's shipment at intervals of about a month. It is said the profit on the last shipment (taken Home by the Garonne ent from Sydney in November last, exceeded £1000." — [484, 1047, 632, 1222]
article-paragraph: Our Waverley Correspondent writes:—A meeting is called for Wednesday evening of settlers interested in the erection of a school on the Momohaki Block. As a difference of opinion seems to exist as to whether the proposed school should be erected on the township of Richardson or near Block VIII bridge, the meeting is called for the purpose of hearing the different views of those interested. Owing to the rapid settlement of the Momohaki Block and the increase in the number of children within the last year or two there is no doubt that a school is needed somewhere on the block, the distance to Waverley being too far for the children to travel. It is to be hoped, therefore, that all interested will "roll up." The Education Board, I believe, have signified their willingness to have the school erected on receipt of the necessary guarantee. — [327, 1094, 476, 1279]
railway-meeting-heading: RAILWAY MEETING AT HAWERA — [819, 1674, 924, 1693]
tide-row: Wednesday 10·25 10·45 — [16, 104, 160, 113]
telegram-heading: SHIPPING TELEGRAM. — [36, 728, 140, 738]
signal-item: Three quarter flood—Three balls do. — [14, 191, 126, 201]
article-paragraph: WE hope to see a large attendance at the Public Meeting to-morrow night, called to urge upon the Government the necessity of pushing on the work of railway construction between here and Hawera with more vigour. The subject is one of vital importance to country and town alike, and for that reason we hope to see country people in attendance; so that although they should take no active part in the proceedings of the evening, their approval and support will be accorded by their presence. The Hawera people have already shown that they are in earnest, and at their public meeting held on Thursday it was resolved to send a deputation to the Minister. The proposal that we should co-operate is one that recommends itself to us, and we sincerely trust that the meeting will be a representative one, so that the deputation may be strengthened in its hands. There is no doubt that the work could be pushed on much faster than at present, and the Government should be urged to let the contracts for the remaining portion of the line without further delay. — [170, 325, 319, 548]
article-paragraph: The Mayor said it struck him that it would be advisable to pass a resolution, asking the Auckland Chamber of Commerce, to cooperate in endeavouring to get the Mokau line (hear, hear). The Wellington merchants were desirous of our trade, but we were the real Auckland people, and it would be as well to get their help. They were sure to give their assistance, because if the line went down the centre of the island the West Coast trade would go to Wellington by way of the Wellington-Manawatu line. He moved that the Auckland Chamber of Commerce be asked to use its best endeavours to co-operate with this coast in pressing the extension of the Waikato railway via Mokau, and be assured of the hearty assistance of the people of this and surrounding districts. — [797, 377, 946, 542]
article-paragraph: A contributor to the Auckland Herald writes:—In a recent Herald a Reuter's London telegram announced that "intelligence is to hand that a series of avalanches have occurred at Mount Ararat, in Armenia. A number of villages have been completely destroyed, and hundreds of people have been killed." It is surprising that no reference was made to a remarkable alleged discovery in connection with one of these storms of avalanches, and which is referred to in the following extract from the Levant Herald, just received, being nothing less than that of the supposed remains of Noah's Ark. The copy of our Oriental contemporary must have reached the Colonial papers by the same mail, and I am surprised that none of the great metropolitan dailies have taken it for anticipating our receipt of the English journals commenting on this most remarkable item of intelligence. Our contemporary says:—We have received from our correspondent at Trebizond intelligence of the return of the Commissioners appointed by the Turkish Government to inquire into the reported destruction of Mosul, Ashuk, and Bayazid by avalanches, and to render relief to the distressed villagers, who had suffered so severely from the unusual inclemency of the season. They found the destruction to have not been exaggerated, and the — [954, 92, 1103, 373]
